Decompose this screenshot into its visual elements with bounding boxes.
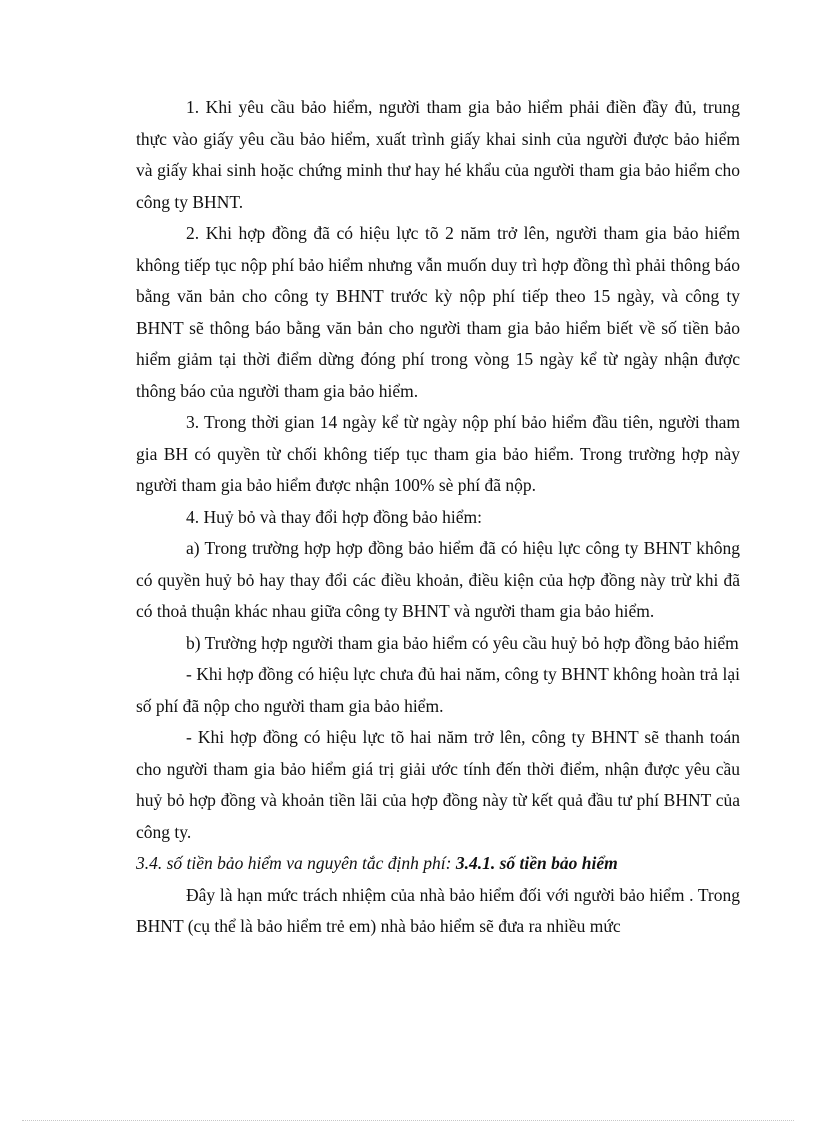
- closing-paragraph: Đây là hạn mức trách nhiệm của nhà bảo hiểm đối với người bảo hiểm . Trong BHNT (cụ thể là bảo hiểm trẻ em) nhà bảo hiểm sẽ đưa ra nhiều mức: [136, 884, 740, 936]
- section-heading: [136, 848, 740, 880]
- paragraph-4b-item-1: - Khi hợp đồng có hiệu lực chưa đủ hai năm, công ty BHNT không hoàn trả lại số phí đã nộp cho người tham gia bảo hiểm.: [136, 664, 740, 716]
- paragraph-4b: b) Trường hợp người tham gia bảo hiểm có yêu cầu huỷ bỏ hợp đồng bảo hiểm: [186, 632, 739, 653]
- paragraph-4a: a) Trong trường hợp hợp đồng bảo hiểm đã có hiệu lực công ty BHNT không có quyền huỷ bỏ hay thay đổi các điều khoản, điều kiện của hợp đồng này trừ khi đã có thoả thuận khác nhau giữa công ty BHNT và người tham gia bảo hiểm.: [136, 538, 740, 621]
- paragraph-4b-item-2: - Khi hợp đồng có hiệu lực tõ hai năm trở lên, công ty BHNT sẽ thanh toán cho người tham gia bảo hiểm giá trị giải ước tính đến thời điểm, nhận được yêu cầu huỷ bỏ hợp đồng và khoản tiền lãi của hợp đồng này từ kết quả đầu tư phí BHNT của công ty.: [136, 727, 740, 842]
- paragraph-4: 4. Huỷ bỏ và thay đổi hợp đồng bảo hiểm:: [186, 506, 483, 527]
- section-heading-main: 3.4. số tiền bảo hiểm va nguyên tắc định phí:: [136, 853, 456, 873]
- paragraph-3: 3. Trong thời gian 14 ngày kể từ ngày nộp phí bảo hiểm đầu tiên, người tham gia BH có quyền từ chối không tiếp tục tham gia bảo hiểm. Trong trường hợp này người tham gia bảo hiểm được nhận 100% sè phí đã nộp.: [136, 412, 740, 495]
- page-bottom-divider: [22, 1120, 794, 1121]
- section-heading-sub: 3.4.1. số tiền bảo hiểm: [455, 853, 618, 873]
- paragraph-2: 2. Khi hợp đồng đã có hiệu lực tõ 2 năm trở lên, người tham gia bảo hiểm không tiếp tục nộp phí bảo hiểm nhưng vẫn muốn duy trì hợp đồng thì phải thông báo bằng văn bản cho công ty BHNT trước kỳ nộp phí tiếp theo 15 ngày, và công ty BHNT sẽ thông báo bằng văn bản cho người tham gia bảo hiểm biết về số tiền bảo hiểm giảm tại thời điểm dừng đóng phí trong vòng 15 ngày kể từ ngày nhận được thông báo của người tham gia bảo hiểm.: [136, 223, 740, 401]
- document-page: [136, 92, 740, 943]
- paragraph-1: 1. Khi yêu cầu bảo hiểm, người tham gia bảo hiểm phải điền đầy đủ, trung thực vào giấy yêu cầu bảo hiểm, xuất trình giấy khai sinh của người được bảo hiểm và giấy khai sinh hoặc chứng minh thư hay hé khẩu của người tham gia bảo hiểm cho công ty BHNT.: [136, 97, 740, 212]
